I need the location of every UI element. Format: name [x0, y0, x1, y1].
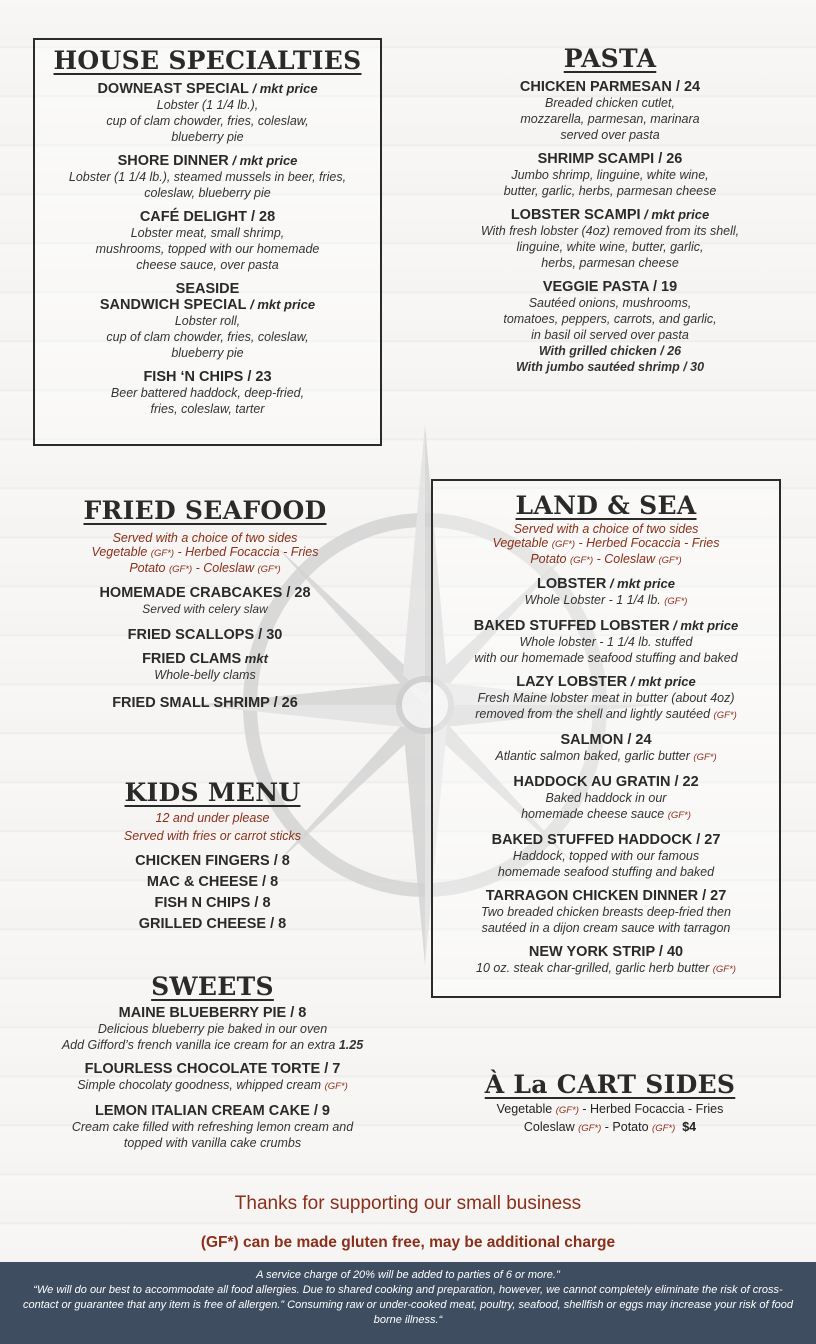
kids-note: 12 and under please: [155, 811, 270, 825]
gf-tag: (GF*): [150, 548, 175, 559]
item-desc: Delicious blueberry pie baked in our oven: [97, 1022, 328, 1036]
item-name: FRIED SMALL SHRIMP / 26: [112, 695, 298, 711]
item-desc: homemade seafood stuffing and baked: [497, 865, 715, 879]
gf-tag: (GF*): [257, 564, 281, 575]
item-price: / mkt price: [228, 153, 298, 168]
item-name: SALMON / 24: [560, 732, 652, 748]
kids-menu-section: [40, 778, 385, 935]
item-name: CHICKEN PARMESAN / 24: [519, 79, 701, 95]
item-desc: With fresh lobster (4oz) removed from its shell,: [480, 224, 740, 238]
item-name: NEW YORK STRIP / 40: [528, 944, 684, 960]
section-title: FRIED SEAFOOD: [83, 496, 327, 525]
sides-text: - Coleslaw: [593, 552, 659, 566]
menu-item: [433, 944, 779, 978]
item-name: LAZY LOBSTER: [516, 674, 628, 690]
item-desc: Cream cake filled with refreshing lemon cream and: [71, 1120, 354, 1134]
allergy-disclaimer: “We will do our best to accommodate all food allergies. Due to shared cooking and preparation, however, we cannot completely eliminate the risk of cross-contact or guarantee that any item is free of allergen.” Consuming raw or under-cooked meat, poultry, seafood, shellfish or eggs may increase your risk of food borne illness.“: [23, 1284, 793, 1326]
item-desc: herbs, parmesan cheese: [541, 256, 679, 270]
item-desc: Whole-belly clams: [154, 668, 256, 682]
gf-tag: (GF*): [667, 810, 691, 821]
item-desc: with our homemade seafood stuffing and baked: [474, 651, 738, 665]
pasta-section: [440, 44, 780, 383]
item-desc: Lobster roll,: [174, 314, 241, 328]
section-title: LAND & SEA: [515, 491, 697, 520]
item-price: / mkt price: [669, 618, 739, 633]
section-title: KIDS MENU: [124, 778, 301, 807]
item-desc: Whole Lobster - 1 1/4 lb.: [524, 593, 665, 607]
item-price: mkt: [241, 651, 268, 666]
item-desc: topped with vanilla cake crumbs: [123, 1136, 302, 1150]
item-extra: With jumbo sautéed shrimp / 30: [515, 360, 705, 374]
item-desc: Simple chocolaty goodness, whipped cream: [77, 1078, 325, 1092]
menu-item: [35, 81, 380, 145]
item-price: / mkt price: [246, 297, 316, 312]
house-specialties-section: [33, 38, 382, 446]
menu-item: [440, 279, 780, 375]
item-name: MAINE BLUEBERRY PIE / 8: [118, 1005, 307, 1021]
sides-text: - Herbed Focaccia - Fries: [575, 536, 720, 550]
item-desc: Served with celery slaw: [142, 602, 268, 616]
land-and-sea-section: [431, 479, 781, 998]
item-price: / mkt price: [627, 674, 696, 689]
item-desc: Fresh Maine lobster meat in butter (about 4oz): [477, 691, 735, 705]
item-desc: Add Gifford’s french vanilla ice cream for an extra: [61, 1038, 339, 1052]
kids-item: CHICKEN FINGERS / 8: [135, 853, 290, 869]
item-price: / mkt price: [606, 576, 675, 591]
menu-item: [35, 209, 380, 273]
sides-text: Vegetable: [496, 1102, 556, 1116]
gf-tag: (GF*): [168, 564, 193, 575]
gf-tag: (GF*): [555, 1105, 579, 1116]
footer-disclaimer: [0, 1262, 816, 1344]
item-name: HOMEMADE CRABCAKES / 28: [99, 585, 311, 601]
menu-item: [40, 695, 370, 711]
section-title: HOUSE SPECIALTIES: [53, 46, 362, 75]
item-price: 1.25: [338, 1038, 364, 1052]
item-desc: Baked haddock in our: [545, 791, 667, 805]
item-desc: linguine, white wine, butter, garlic,: [516, 240, 704, 254]
item-desc: cup of clam chowder, fries, coleslaw,: [106, 114, 309, 128]
item-desc: Atlantic salmon baked, garlic butter: [495, 749, 694, 763]
gf-tag: (GF*): [693, 752, 717, 763]
item-name: SHRIMP SCAMPI / 26: [537, 151, 683, 167]
menu-item: [433, 888, 779, 936]
item-name: VEGGIE PASTA / 19: [542, 279, 678, 295]
menu-item: [433, 832, 779, 880]
fried-seafood-section: [40, 496, 370, 719]
sides-text: - Herbed Focaccia - Fries: [578, 1102, 724, 1116]
item-desc: removed from the shell and lightly sautéed: [475, 707, 714, 721]
menu-item: [40, 627, 370, 643]
item-desc: Jumbo shrimp, linguine, white wine,: [511, 168, 709, 182]
item-desc: mozzarella, parmesan, marinara: [520, 112, 700, 126]
a-la-cart-sides-section: [440, 1070, 780, 1137]
item-desc: Whole lobster - 1 1/4 lb. stuffed: [519, 635, 693, 649]
item-name: FRIED CLAMS: [142, 651, 242, 667]
item-desc: cup of clam chowder, fries, coleslaw,: [106, 330, 309, 344]
kids-note: Served with fries or carrot sticks: [123, 829, 302, 843]
gf-tag: (GF*): [324, 1081, 348, 1092]
gf-tag: (GF*): [652, 1123, 676, 1134]
sides-intro: Served with a choice of two sides: [513, 522, 699, 536]
item-name: TARRAGON CHICKEN DINNER / 27: [485, 888, 727, 904]
item-price: / mkt price: [248, 81, 318, 96]
menu-item: [433, 732, 779, 766]
gf-tag: (GF*): [551, 539, 576, 550]
section-title: SWEETS: [151, 972, 274, 1001]
item-name: FRIED SCALLOPS / 30: [127, 627, 283, 643]
service-charge-note: A service charge of 20% will be added to parties of 6 or more.": [256, 1269, 560, 1281]
menu-item: [35, 281, 380, 361]
menu-item: [433, 618, 779, 666]
item-desc: Lobster (1 1/4 lb.),: [156, 98, 259, 112]
menu-item: [433, 774, 779, 824]
menu-item: [20, 1005, 405, 1053]
sides-text: Potato: [129, 561, 169, 575]
item-name: LEMON ITALIAN CREAM CAKE / 9: [95, 1103, 330, 1119]
item-name: FISH ‘N CHIPS / 23: [143, 369, 272, 385]
item-desc: 10 oz. steak char-grilled, garlic herb butter: [476, 961, 713, 975]
item-name: LOBSTER: [537, 576, 607, 592]
sides-text: Vegetable: [91, 545, 151, 559]
item-name-line1: SEASIDE: [175, 281, 240, 297]
kids-item: FISH N CHIPS / 8: [154, 895, 271, 911]
menu-item: [40, 585, 370, 617]
item-name: SHORE DINNER: [117, 153, 229, 169]
gf-tag: (GF*): [658, 555, 682, 566]
item-desc: blueberry pie: [171, 130, 244, 144]
item-name: SANDWICH SPECIAL: [99, 297, 247, 313]
item-extra: With grilled chicken / 26: [538, 344, 682, 358]
item-desc: butter, garlic, herbs, parmesan cheese: [503, 184, 717, 198]
item-name: HADDOCK AU GRATIN / 22: [513, 774, 699, 790]
item-desc: served over pasta: [560, 128, 660, 142]
kids-item: GRILLED CHEESE / 8: [138, 916, 287, 932]
section-title: À La CART SIDES: [484, 1070, 736, 1099]
menu-item: [440, 79, 780, 143]
sweets-section: [20, 972, 405, 1159]
item-desc: mushrooms, topped with our homemade: [95, 242, 320, 256]
item-name: BAKED STUFFED HADDOCK / 27: [491, 832, 721, 848]
gf-tag: (GF*): [713, 710, 737, 721]
item-desc: blueberry pie: [171, 346, 244, 360]
sides-text: Vegetable: [492, 536, 552, 550]
item-desc: sautéed in a dijon cream sauce with tarragon: [481, 921, 731, 935]
menu-item: [433, 674, 779, 724]
menu-item: [20, 1061, 405, 1095]
menu-item: [440, 151, 780, 199]
item-desc: Two breaded chicken breasts deep-fried then: [481, 905, 731, 919]
item-desc: Lobster (1 1/4 lb.), steamed mussels in beer, fries,: [68, 170, 347, 184]
section-title: PASTA: [563, 44, 657, 73]
menu-item: [35, 153, 380, 201]
item-desc: Breaded chicken cutlet,: [545, 96, 675, 110]
sides-intro: Served with a choice of two sides: [112, 531, 298, 545]
item-desc: Beer battered haddock, deep-fried,: [110, 386, 305, 400]
item-price: / mkt price: [640, 207, 710, 222]
kids-item: MAC & CHEESE / 8: [146, 874, 279, 890]
item-desc: Sautéed onions, mushrooms,: [528, 296, 692, 310]
sides-text: - Coleslaw: [192, 561, 258, 575]
item-name: DOWNEAST SPECIAL: [97, 81, 249, 97]
sides-text: - Herbed Focaccia - Fries: [174, 545, 319, 559]
sides-text: Coleslaw: [523, 1120, 579, 1134]
sides-text: Potato: [530, 552, 570, 566]
menu-item: [35, 369, 380, 417]
item-name: LOBSTER SCAMPI: [510, 207, 641, 223]
gf-tag: (GF*): [664, 596, 688, 607]
item-desc: fries, coleslaw, tarter: [150, 402, 265, 416]
menu-item: [433, 576, 779, 610]
gluten-free-note: (GF*) can be made gluten free, may be additional charge: [200, 1234, 616, 1251]
sides-text: - Potato: [601, 1120, 653, 1134]
item-name: CAFÉ DELIGHT / 28: [139, 209, 276, 225]
gf-tag: (GF*): [712, 964, 736, 975]
menu-item: [440, 207, 780, 271]
item-desc: Lobster meat, small shrimp,: [130, 226, 285, 240]
item-desc: homemade cheese sauce: [521, 807, 668, 821]
item-name: BAKED STUFFED LOBSTER: [473, 618, 670, 634]
gf-tag: (GF*): [569, 555, 594, 566]
thanks-message: Thanks for supporting our small business: [234, 1193, 582, 1214]
gf-tag: (GF*): [578, 1123, 602, 1134]
menu-item: [40, 651, 370, 683]
item-desc: in basil oil served over pasta: [531, 328, 689, 342]
sides-price: $4: [682, 1120, 697, 1134]
item-name: FLOURLESS CHOCOLATE TORTE / 7: [84, 1061, 341, 1077]
menu-item: [20, 1103, 405, 1151]
item-desc: Haddock, topped with our famous: [512, 849, 700, 863]
item-desc: tomatoes, peppers, carrots, and garlic,: [503, 312, 717, 326]
item-desc: cheese sauce, over pasta: [136, 258, 279, 272]
item-desc: coleslaw, blueberry pie: [144, 186, 271, 200]
